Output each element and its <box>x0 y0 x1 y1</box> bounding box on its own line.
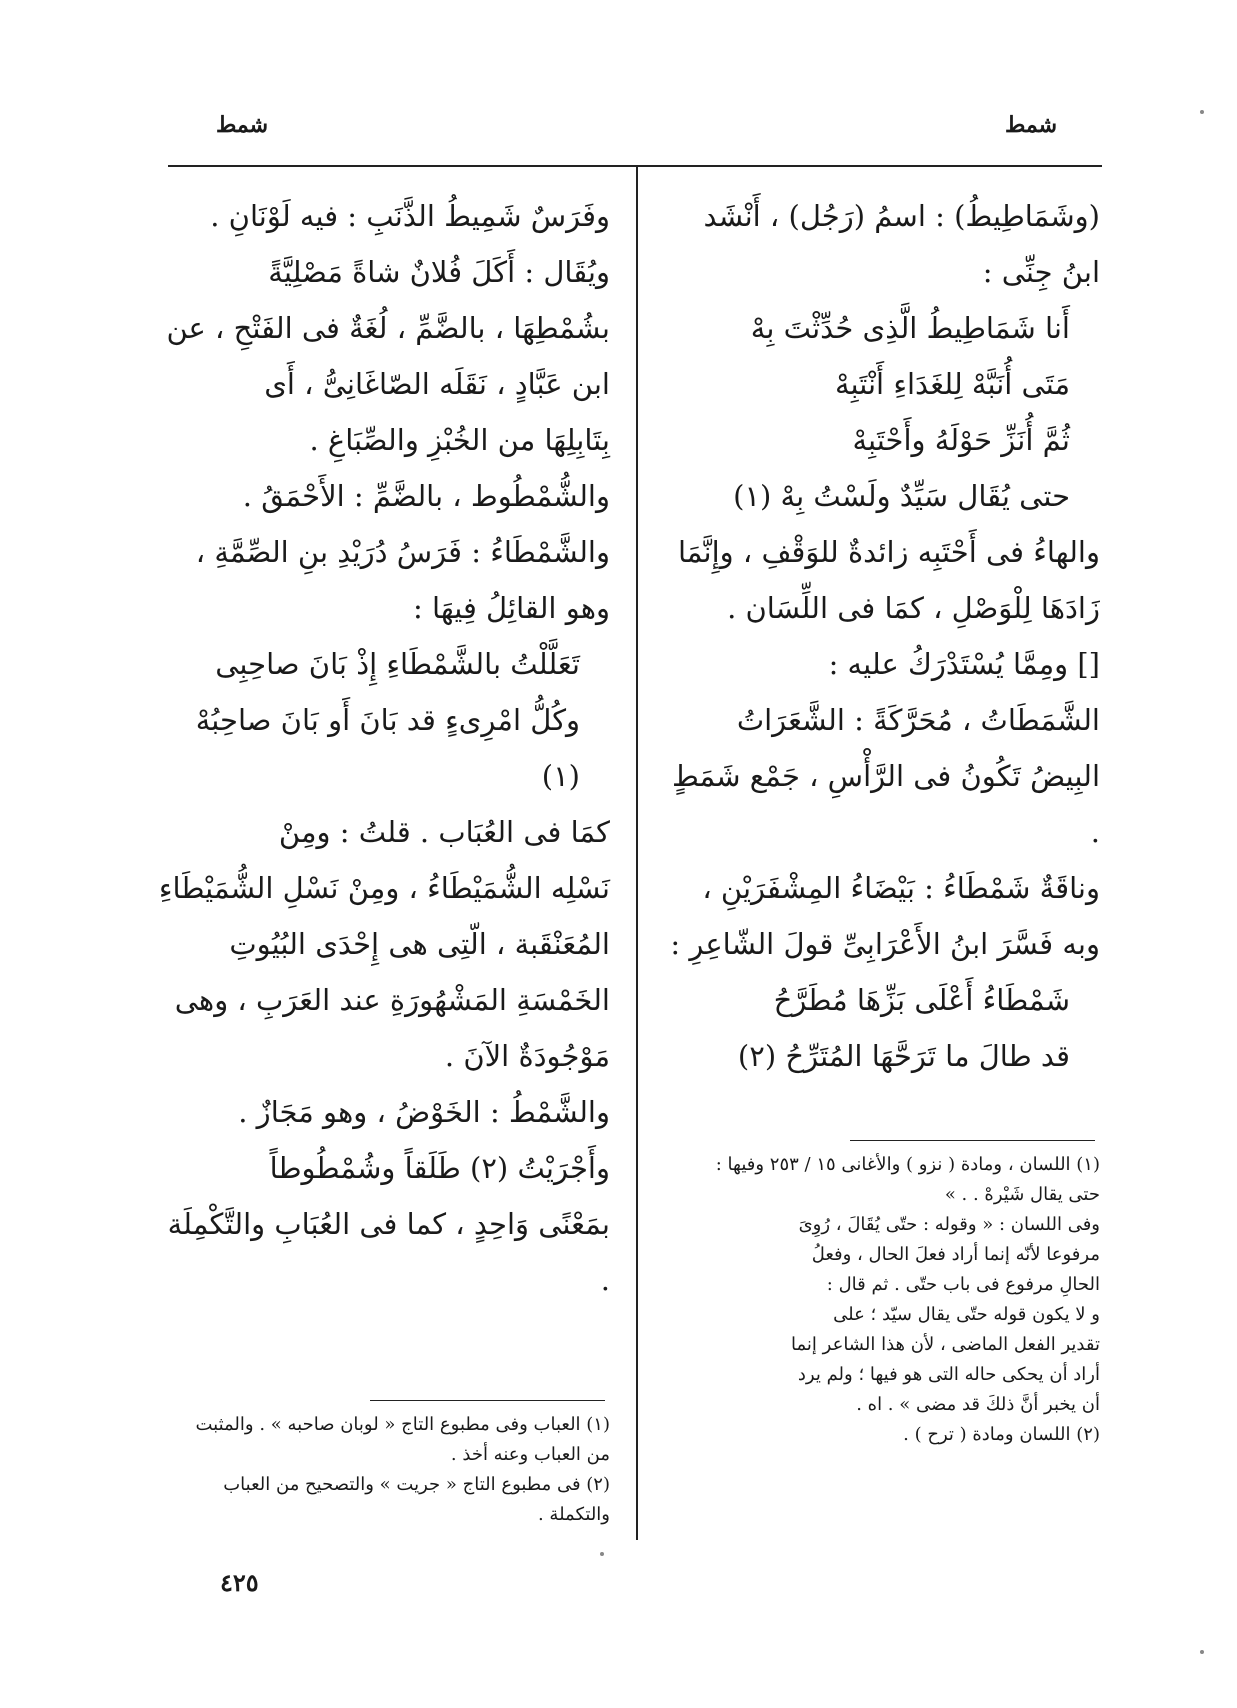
column-divider <box>636 165 638 1540</box>
footnote-line: من العباب وعنه أخذ . <box>450 1444 610 1465</box>
entry-line: وهو القائِلُ فِيهَا : <box>413 591 610 625</box>
entry-line: بمَعْنًى وَاحِدٍ ، كما فى العُبَابِ والتَّكْمِلَة . <box>167 1207 610 1297</box>
left-column <box>150 188 610 1308</box>
entry-line: وفَرَسٌ شَمِيطُ الذَّنَبِ : فيه لَوْنَانِ . <box>210 199 610 233</box>
entry-line: الخَمْسَةِ المَشْهُورَةِ عند العَرَبِ ، وهى <box>174 983 610 1017</box>
scan-speck <box>600 1552 604 1556</box>
entry-line: وأَجْرَيْتُ (٢) طَلَقاً وشُمْطُوطاً <box>269 1151 610 1185</box>
entry-line: بِتَابِلِهَا من الخُبْزِ والصِّبَاغِ . <box>309 423 610 457</box>
entry-line: ابنُ جِنِّى : <box>982 255 1100 289</box>
footnote-line: وفى اللسان : « وقوله : حتّى يُقَالَ ، رُوِىَ <box>798 1214 1100 1235</box>
footnote-line: (٢) فى مطبوع التاج « جريت » والتصحيح من العباب <box>223 1474 610 1495</box>
right-column <box>660 188 1100 1084</box>
verse-line: أَنا شَمَاطِيطُ الَّذِى حُدِّثْتَ بِهْ <box>750 311 1070 345</box>
footnote-line: أراد أن يحكى حاله التى هو فيها ؛ ولم يرد <box>797 1364 1100 1385</box>
entry-line: (وشَمَاطِيطُ) : اسمُ (رَجُل) ، أَنْشَد <box>703 199 1100 233</box>
running-header-left: شمط <box>216 112 269 138</box>
right-footnotes <box>660 1150 1100 1450</box>
left-footnotes <box>150 1410 610 1530</box>
entry-line: المُعَنْقَبة ، الّتِى هى إِحْدَى البُيُوتِ <box>229 927 610 961</box>
footnote-line: (١) العباب وفى مطبوع التاج « لوبان صاحبه » . والمثبت <box>195 1414 610 1435</box>
footnote-line: و لا يكون قوله حتّى يقال سيّد ؛ على <box>833 1304 1100 1325</box>
scan-speck <box>1200 1650 1204 1654</box>
entry-line: البِيضُ تَكُونُ فى الرَّأْسِ ، جَمْع شَمَطٍ . <box>671 759 1100 849</box>
verse-line: تَعَلَّلْتُ بالشَّمْطَاءِ إِذْ بَانَ صاحِبِى <box>215 647 580 681</box>
entry-line: والشَّمْطُ : الخَوْضُ ، وهو مَجَازٌ . <box>238 1095 610 1129</box>
verse-line: قد طالَ ما تَرَحَّهَا المُتَرِّحُ (٢) <box>737 1039 1070 1073</box>
entry-line: الشَّمَطَاتُ ، مُحَرَّكَةً : الشَّعَرَاتُ <box>736 703 1100 737</box>
page-number: ٤٢٥ <box>220 1568 259 1597</box>
entry-line: مَوْجُودَةٌ الآنَ . <box>444 1039 610 1073</box>
footnote-line: والتكملة . <box>537 1504 610 1525</box>
footnote-line: تقدير الفعل الماضى ، لأن هذا الشاعر إنما <box>791 1334 1100 1355</box>
header-rule <box>168 165 1102 167</box>
entry-line: زَادَهَا لِلْوَصْلِ ، كمَا فى اللِّسَان . <box>727 591 1100 625</box>
verse-line: شَمْطَاءُ أَعْلَى بَزِّهَا مُطَرَّحُ <box>773 983 1070 1017</box>
entry-line: كمَا فى العُبَاب . قلتُ : ومِنْ <box>278 815 610 849</box>
footnote-line: الحالِ مرفوع فى باب حتّى . ثم قال : <box>826 1274 1100 1295</box>
entry-line: والهاءُ فى أَحْتَبِه زائدةٌ للوَقْفِ ، وإِنَّمَا <box>677 535 1100 569</box>
entry-line: ابن عَبَّادٍ ، نَقَلَه الصّاغَانِىُّ ، أَى <box>264 367 610 401</box>
entry-line: وناقَةٌ شَمْطَاءُ : بَيْضَاءُ المِشْفَرَيْنِ ، <box>702 871 1100 905</box>
footnote-line: (١) اللسان ، ومادة ( نزو ) والأغانى ١٥ / ٢٥٣ وفيها : <box>715 1154 1100 1175</box>
footnote-line: حتى يقال شَيْرهْ . . » <box>944 1184 1100 1205</box>
entry-line: والشَّمْطَاءُ : فَرَسُ دُرَيْدِ بنِ الصِّمَّةِ ، <box>195 535 610 569</box>
footnote-line: (٢) اللسان ومادة ( ترح ) . <box>903 1424 1100 1445</box>
footnote-rule <box>850 1140 1095 1141</box>
verse-line: مَتَى أُنَبَّهْ لِلغَدَاءِ أَنْتَبِهْ <box>834 367 1070 401</box>
verse-line: ثُمَّ أُنَزِّ حَوْلَهُ وأَحْتَبِهْ <box>852 423 1070 457</box>
entry-line: وبه فَسَّرَ ابنُ الأَعْرَابِىِّ قولَ الشّاعِرِ : <box>670 927 1100 961</box>
entry-line: ويُقَال : أَكَلَ فُلانٌ شاةً مَصْلِيَّةً <box>268 255 610 289</box>
footnote-line: أن يخبر أنَّ ذلكَ قد مضى » . اه . <box>856 1394 1100 1415</box>
entry-line: والشُّمْطُوط ، بالضَّمِّ : الأَحْمَقُ . <box>242 479 610 513</box>
entry-line: بشُمْطِهَا ، بالضَّمِّ ، لُغَةٌ فى الفَتْحِ ، عن <box>166 311 610 345</box>
entry-line: [] ومِمَّا يُسْتَدْرَكُ عليه : <box>828 647 1100 681</box>
scan-speck <box>1200 110 1204 114</box>
verse-line: حتى يُقَال سَيِّدٌ ولَسْتُ بِهْ (١) <box>733 479 1070 513</box>
verse-line: وكُلُّ امْرِىءٍ قد بَانَ أَو بَانَ صاحِبُهْ (١) <box>195 703 580 793</box>
footnote-line: مرفوعا لأنّه إنما أراد فعلَ الحال ، وفعلُ <box>811 1244 1100 1265</box>
running-header-right: شمط <box>1005 112 1058 138</box>
entry-line: نَسْلِه الشُّمَيْطَاءُ ، ومِنْ نَسْلِ الشُّمَيْطَاءِ <box>158 871 610 905</box>
footnote-rule <box>370 1400 605 1401</box>
